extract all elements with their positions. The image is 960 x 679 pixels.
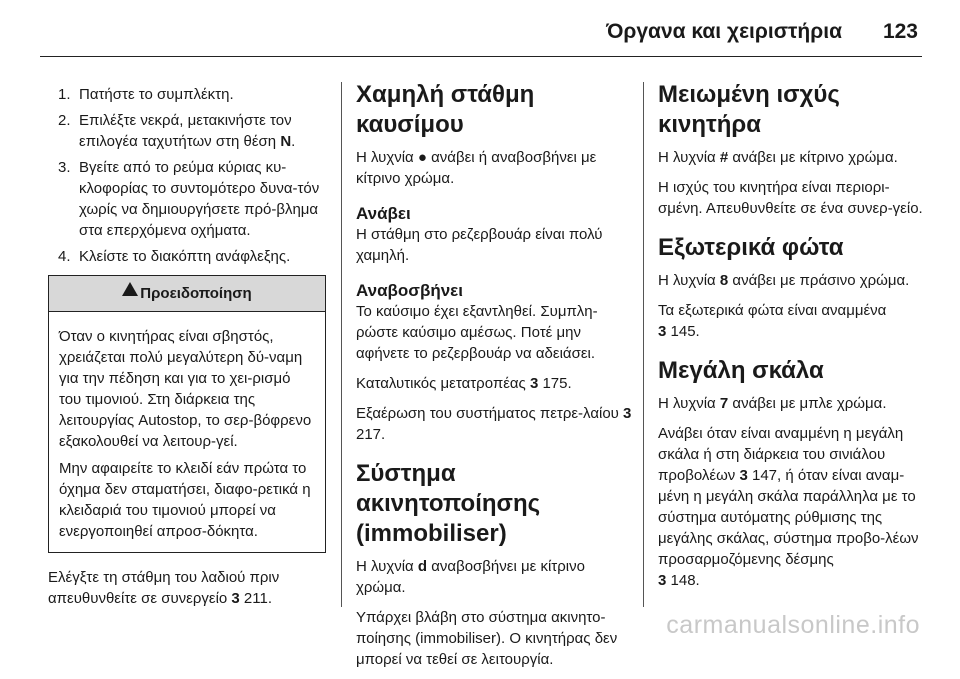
section-heading-exterior-lights: Εξωτερικά φώτα [658, 234, 844, 261]
warning-paragraph: Όταν ο κινητήρας είναι σβηστός, χρειάζεται πολύ μεγαλύτερη δύ-ναμη για την πέδηση και για το χει-ρισμό του τιμονιού. Στη διάρκεια της λειτουργίας Autostop, το σερ-βόφρενο εξακολουθεί να λειτουρ-γεί. [59, 328, 312, 450]
page-reference-icon: 3 [739, 467, 748, 484]
page-number: 123 [882, 20, 918, 43]
page-reference-icon: 3 [231, 590, 240, 607]
section-heading-immobiliser: Σύστημα ακινητοποίησης (immobiliser) [356, 460, 541, 547]
warning-box [48, 275, 326, 553]
page-reference: 145. [666, 323, 700, 340]
list-item [48, 84, 326, 105]
paragraph: Η στάθμη στο ρεζερβουάρ είναι πολύ χαμηλή. [356, 226, 603, 264]
paragraph-text: Ανάβει όταν είναι αναμμένη η μεγάλη σκάλα ή στη διάρκεια του σινιάλου προβολέων [658, 425, 904, 484]
warning-triangle-icon [122, 282, 138, 296]
paragraph-text: αναβοσβήνει με κίτρινο χρώμα. [356, 558, 585, 596]
step-number: 2. [58, 112, 71, 129]
step-text: Κλείστε το διακόπτη ανάφλεξης. [79, 248, 291, 265]
high-beam-icon: 7 [719, 395, 729, 412]
exterior-light-icon: 8 [719, 272, 729, 289]
warning-header [49, 276, 325, 312]
step-text: Βγείτε από το ρεύμα κύριας κυ-κλοφορίας το συντομότερο δυνα-τόν χωρίς να δημιουργήσετε πρό-βλημα στα επερχόμενα οχήματα. [79, 159, 320, 239]
paragraph-text: ανάβει ή αναβοσβήνει με κίτρινο χρώμα. [356, 149, 597, 187]
column-divider-2 [643, 82, 644, 607]
paragraph: Η ισχύς του κινητήρα είναι περιορι-σμένη. Απευθυνθείτε σε ένα συνερ-γείο. [658, 179, 923, 217]
page-reference: 211. [239, 590, 273, 607]
paragraph: Το καύσιμο έχει εξαντληθεί. Συμπλη-ρώστε καύσιμο αμέσως. Ποτέ μην αφήνετε το ρεζερβουάρ να αδειάσει. [356, 303, 598, 362]
step-text: Επιλέξτε νεκρά, μετακινήστε τον επιλογέα ταχυτήτων στη θέση [79, 112, 292, 150]
paragraph: Υπάρχει βλάβη στο σύστημα ακινητο-ποίησης (immobiliser). Ο κινητήρας δεν μπορεί να τεθεί σε λειτουργία. [356, 609, 618, 668]
paragraph-text: Καταλυτικός μετατροπέας [356, 375, 530, 392]
step-tail: . [291, 133, 296, 150]
page-reference-icon: 3 [658, 572, 667, 589]
watermark: carmanualsonline.info [666, 611, 920, 639]
paragraph-text: ανάβει με μπλε χρώμα. [728, 395, 887, 412]
section-heading-reduced-power: Μειωμένη ισχύς κινητήρα [658, 81, 840, 138]
list-item [48, 110, 326, 152]
warning-paragraph: Μην αφαιρείτε το κλειδί εάν πρώτα το όχημα δεν σταματήσει, διαφο-ρετικά η κλειδαριά του τιμονιού μπορεί να ενεργοποιηθεί απροσ-δόκητα. [59, 460, 311, 540]
immobiliser-icon: d [417, 558, 428, 575]
step-number: 4. [58, 248, 71, 265]
paragraph-text: Η λυχνία [658, 272, 720, 289]
paragraph-text: Η λυχνία [658, 395, 720, 412]
warning-title: Προειδοποίηση [140, 285, 252, 302]
step-text: Πατήστε το συμπλέκτη. [79, 86, 234, 103]
paragraph [356, 556, 634, 598]
paragraph-text: Εξαέρωση του συστήματος πετρε-λαίου [356, 405, 624, 422]
step-number: 3. [58, 159, 71, 176]
gear-neutral-label: N [280, 133, 292, 150]
header-title: Όργανα και χειριστήρια [606, 20, 842, 43]
fuel-warning-icon: ● [417, 149, 427, 166]
paragraph-text: Ελέγξτε τη στάθμη του λαδιού πριν απευθυνθείτε σε συνεργείο [48, 569, 280, 607]
column-3 [658, 80, 924, 600]
page-reference-icon: 3 [658, 323, 667, 340]
paragraph [658, 423, 924, 591]
oil-check-paragraph [48, 567, 326, 609]
column-1 [48, 84, 326, 618]
paragraph [356, 373, 634, 394]
section-heading-high-beam: Μεγάλη σκάλα [658, 357, 824, 384]
paragraph [356, 403, 634, 445]
paragraph-text: Η λυχνία [356, 558, 418, 575]
paragraph-text: Τα εξωτερικά φώτα είναι αναμμένα [658, 302, 887, 319]
header-divider [40, 56, 922, 57]
step-number: 1. [58, 86, 71, 103]
paragraph [658, 147, 924, 168]
paragraph-text: ανάβει με πράσινο χρώμα. [728, 272, 910, 289]
column-2 [356, 80, 634, 679]
list-item [48, 157, 326, 241]
page-reference-icon: 3 [529, 375, 539, 392]
subheading-blink: Αναβοσβήνει [356, 281, 463, 300]
column-divider-1 [341, 82, 342, 607]
paragraph [658, 300, 924, 342]
page-reference: 217. [356, 426, 386, 443]
paragraph-text: 147, ή όταν είναι αναμ-μένη η μεγάλη σκάλα παράλληλα με το σύστημα αυτόματης ρύθμισης της μεγάλης σκάλας, σύστημα προβο-λέων προσαρμοζόμενης δέσμης [658, 467, 919, 568]
list-item [48, 246, 326, 267]
page-reference: 175. [538, 375, 572, 392]
paragraph [356, 147, 634, 189]
engine-power-icon: # [719, 149, 729, 166]
steps-list [48, 84, 326, 267]
section-heading-low-fuel: Χαμηλή στάθμη καυσίμου [356, 81, 535, 138]
paragraph-text: Η λυχνία [658, 149, 720, 166]
paragraph-text: Η λυχνία [356, 149, 418, 166]
subheading-on: Ανάβει [356, 204, 411, 223]
paragraph [658, 393, 924, 414]
page-reference-icon: 3 [623, 405, 632, 422]
warning-body [49, 312, 325, 552]
page-reference: 148. [666, 572, 700, 589]
paragraph [658, 270, 924, 291]
paragraph-text: ανάβει με κίτρινο χρώμα. [728, 149, 898, 166]
